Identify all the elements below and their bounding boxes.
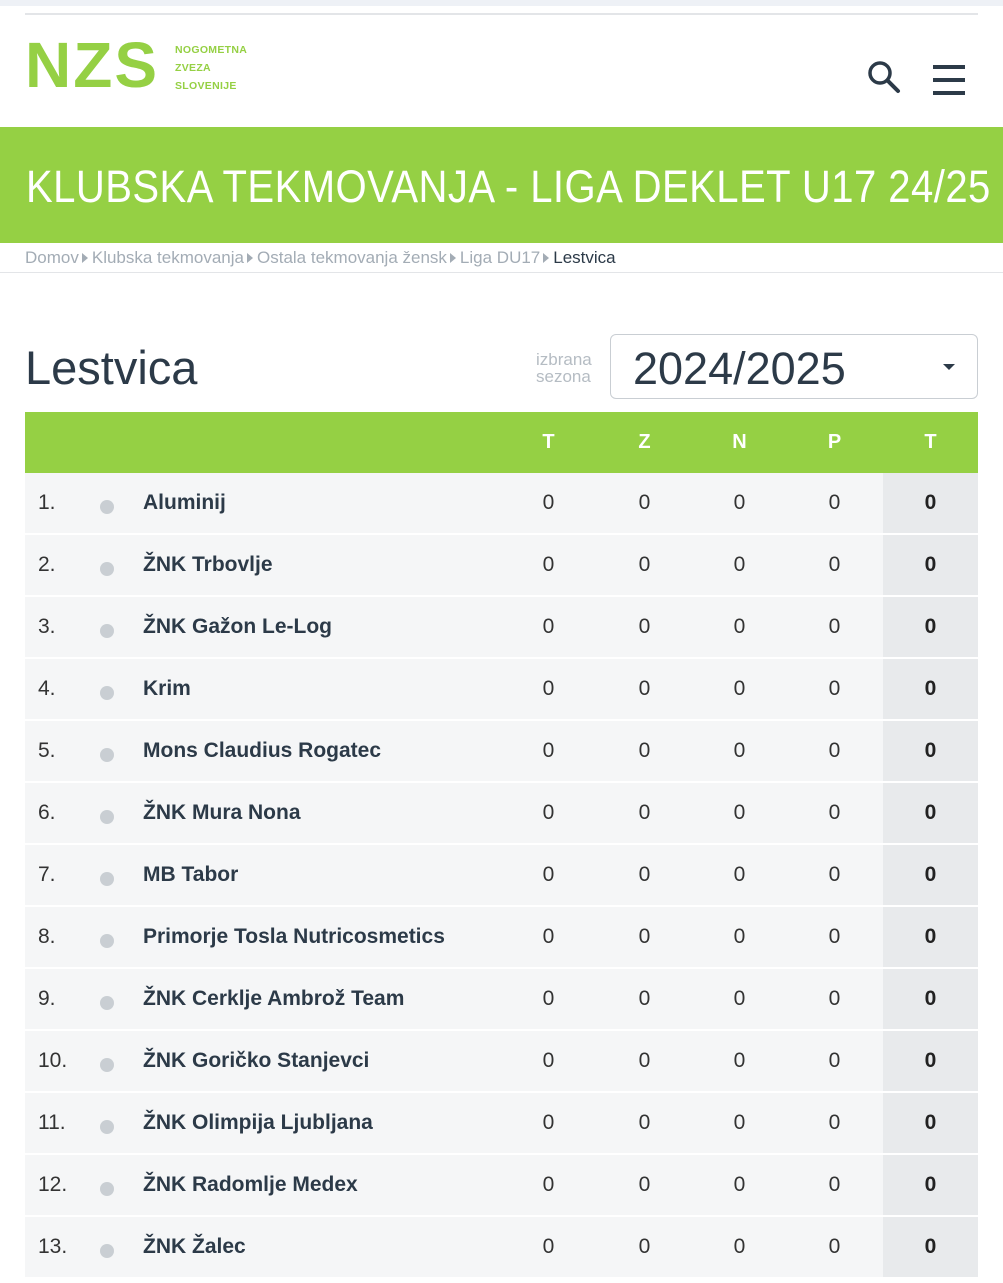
draws-value: 0 (733, 677, 746, 700)
team-name[interactable]: ŽNK Gažon Le-Log (143, 615, 332, 638)
breadcrumb-divider (0, 272, 1003, 273)
breadcrumb-arrow-icon (247, 253, 253, 263)
losses-value: 0 (828, 1111, 841, 1134)
losses-value: 0 (828, 801, 841, 824)
table-header (25, 412, 978, 473)
status-dot-icon (100, 934, 114, 948)
column-header-draws: N (732, 431, 747, 453)
position: 13. (38, 1235, 68, 1258)
points-value: 0 (883, 1155, 978, 1215)
table-row (25, 721, 978, 783)
chevron-down-icon (943, 364, 955, 370)
wins-value: 0 (638, 801, 651, 824)
table-row (25, 535, 978, 597)
losses-value: 0 (828, 1235, 841, 1258)
breadcrumb-arrow-icon (450, 253, 456, 263)
logo-line-3: SLOVENIJE (175, 80, 237, 92)
table-row (25, 1217, 978, 1279)
wins-value: 0 (638, 677, 651, 700)
position: 4. (38, 677, 56, 700)
team-name[interactable]: ŽNK Goričko Stanjevci (143, 1049, 370, 1072)
played-value: 0 (542, 801, 555, 824)
team-name[interactable]: Aluminij (143, 491, 226, 514)
table-row (25, 907, 978, 969)
page-title: KLUBSKA TEKMOVANJA - LIGA DEKLET U17 24/25 (26, 161, 991, 212)
losses-value: 0 (828, 491, 841, 514)
points-value: 0 (883, 721, 978, 781)
played-value: 0 (542, 1173, 555, 1196)
position: 11. (38, 1111, 66, 1134)
breadcrumb-arrow-icon (82, 253, 88, 263)
status-dot-icon (100, 562, 114, 576)
draws-value: 0 (733, 925, 746, 948)
wins-value: 0 (638, 1111, 651, 1134)
standings-table (25, 412, 978, 1279)
status-dot-icon (100, 748, 114, 762)
table-row (25, 1031, 978, 1093)
draws-value: 0 (733, 553, 746, 576)
draws-value: 0 (733, 491, 746, 514)
status-dot-icon (100, 500, 114, 514)
draws-value: 0 (733, 1173, 746, 1196)
status-dot-icon (100, 996, 114, 1010)
site-header (0, 15, 1003, 127)
breadcrumb (25, 247, 616, 269)
wins-value: 0 (638, 987, 651, 1010)
status-dot-icon (100, 1058, 114, 1072)
position: 7. (38, 863, 56, 886)
season-label-line-2: sezona (536, 367, 591, 386)
team-name[interactable]: Primorje Tosla Nutricosmetics (143, 925, 445, 948)
played-value: 0 (542, 615, 555, 638)
status-dot-icon (100, 624, 114, 638)
points-value: 0 (883, 659, 978, 719)
table-row (25, 1155, 978, 1217)
team-name[interactable]: ŽNK Trbovlje (143, 553, 273, 576)
breadcrumb-other-womens[interactable]: Ostala tekmovanja žensk (257, 248, 447, 267)
table-row (25, 659, 978, 721)
team-name[interactable]: ŽNK Cerklje Ambrož Team (143, 987, 405, 1010)
points-value: 0 (883, 783, 978, 843)
logo-mark: NZS (25, 29, 159, 101)
position: 1. (38, 491, 56, 514)
position: 8. (38, 925, 56, 948)
status-dot-icon (100, 810, 114, 824)
status-dot-icon (100, 1182, 114, 1196)
losses-value: 0 (828, 677, 841, 700)
draws-value: 0 (733, 863, 746, 886)
position: 3. (38, 615, 56, 638)
team-name[interactable]: ŽNK Radomlje Medex (143, 1173, 358, 1196)
wins-value: 0 (638, 925, 651, 948)
page-banner (0, 127, 1003, 243)
draws-value: 0 (733, 801, 746, 824)
losses-value: 0 (828, 1049, 841, 1072)
table-body (25, 473, 978, 1279)
wins-value: 0 (638, 1173, 651, 1196)
points-value: 0 (883, 907, 978, 967)
column-header-played: T (542, 431, 555, 453)
team-name[interactable]: ŽNK Mura Nona (143, 801, 301, 824)
logo-line-1: NOGOMETNA (175, 44, 248, 56)
draws-value: 0 (733, 1235, 746, 1258)
season-label-line-1: izbrana (536, 350, 592, 369)
status-dot-icon (100, 1244, 114, 1258)
status-dot-icon (100, 872, 114, 886)
table-row (25, 969, 978, 1031)
team-name[interactable]: ŽNK Olimpija Ljubljana (143, 1111, 373, 1134)
breadcrumb-club-competitions[interactable]: Klubska tekmovanja (91, 248, 244, 267)
wins-value: 0 (638, 553, 651, 576)
played-value: 0 (542, 739, 555, 762)
losses-value: 0 (828, 863, 841, 886)
status-dot-icon (100, 1120, 114, 1134)
season-label (536, 351, 592, 385)
played-value: 0 (542, 491, 555, 514)
position: 10. (38, 1049, 68, 1072)
hamburger-menu-icon (933, 65, 965, 69)
wins-value: 0 (638, 863, 651, 886)
points-value: 0 (883, 1031, 978, 1091)
played-value: 0 (542, 1235, 555, 1258)
played-value: 0 (542, 925, 555, 948)
played-value: 0 (542, 1111, 555, 1134)
search-icon (866, 59, 902, 95)
season-select[interactable] (610, 334, 978, 399)
draws-value: 0 (733, 739, 746, 762)
breadcrumb-home[interactable]: Domov (25, 248, 79, 267)
points-value: 0 (883, 969, 978, 1029)
logo-line-2: ZVEZA (175, 62, 211, 74)
losses-value: 0 (828, 615, 841, 638)
points-value: 0 (883, 845, 978, 905)
wins-value: 0 (638, 739, 651, 762)
draws-value: 0 (733, 1111, 746, 1134)
position: 2. (38, 553, 56, 576)
draws-value: 0 (733, 1049, 746, 1072)
played-value: 0 (542, 677, 555, 700)
status-dot-icon (100, 686, 114, 700)
losses-value: 0 (828, 739, 841, 762)
top-bar (0, 0, 1003, 6)
points-value: 0 (883, 1217, 978, 1277)
played-value: 0 (542, 1049, 555, 1072)
wins-value: 0 (638, 615, 651, 638)
draws-value: 0 (733, 615, 746, 638)
played-value: 0 (542, 553, 555, 576)
team-name[interactable]: ŽNK Žalec (143, 1235, 246, 1258)
logo-text (175, 41, 247, 95)
column-header-points: T (924, 431, 937, 453)
points-value: 0 (883, 1093, 978, 1153)
table-row (25, 597, 978, 659)
position: 6. (38, 801, 56, 824)
standings-title: Lestvica (25, 341, 198, 394)
position: 12. (38, 1173, 68, 1196)
played-value: 0 (542, 863, 555, 886)
table-row (25, 1093, 978, 1155)
column-header-losses: P (827, 431, 842, 453)
points-value: 0 (883, 473, 978, 533)
team-name[interactable]: MB Tabor (143, 863, 239, 886)
draws-value: 0 (733, 987, 746, 1010)
played-value: 0 (542, 987, 555, 1010)
points-value: 0 (883, 597, 978, 657)
wins-value: 0 (638, 1235, 651, 1258)
team-name[interactable]: Krim (143, 677, 191, 700)
nzs-logo[interactable] (25, 29, 248, 101)
position: 5. (38, 739, 56, 762)
position: 9. (38, 987, 56, 1010)
points-value: 0 (883, 535, 978, 595)
breadcrumb-league[interactable]: Liga DU17 (459, 248, 541, 267)
season-select-value: 2024/2025 (633, 343, 846, 394)
losses-value: 0 (828, 1173, 841, 1196)
table-row (25, 845, 978, 907)
menu-button[interactable] (933, 65, 969, 97)
breadcrumb-current: Lestvica (553, 248, 616, 267)
team-name[interactable]: Mons Claudius Rogatec (143, 739, 382, 762)
wins-value: 0 (638, 1049, 651, 1072)
column-header-wins: Z (638, 431, 651, 453)
search-button[interactable] (866, 59, 902, 95)
table-row (25, 783, 978, 845)
table-row (25, 473, 978, 535)
losses-value: 0 (828, 553, 841, 576)
losses-value: 0 (828, 987, 841, 1010)
losses-value: 0 (828, 925, 841, 948)
wins-value: 0 (638, 491, 651, 514)
breadcrumb-arrow-icon (543, 253, 549, 263)
